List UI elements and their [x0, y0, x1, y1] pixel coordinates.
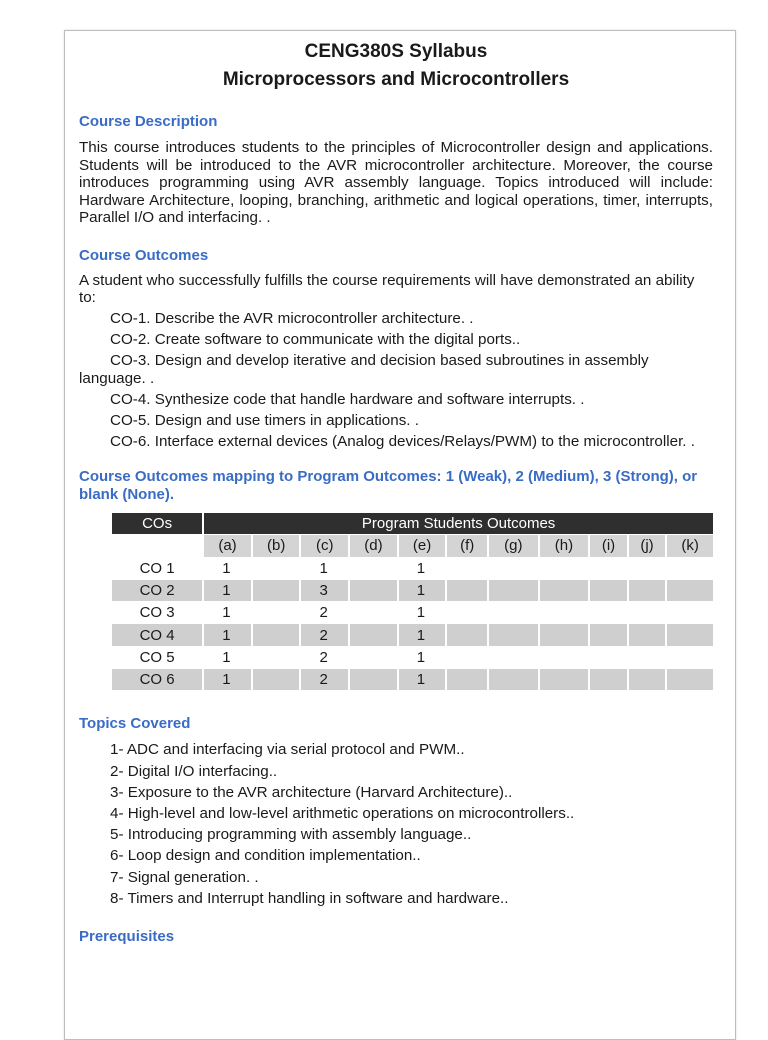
table-cell: 2	[300, 669, 349, 691]
table-cell	[539, 669, 590, 691]
table-cell	[539, 579, 590, 601]
table-cell: 1	[300, 557, 349, 579]
table-cell	[589, 579, 628, 601]
outcome-col-k: (k)	[666, 535, 713, 557]
table-cell	[539, 624, 590, 646]
table-cell: 1	[203, 579, 252, 601]
table-cell	[252, 557, 301, 579]
document-page	[64, 30, 736, 1040]
table-cell	[589, 624, 628, 646]
topic-item: 8- Timers and Interrupt handling in software and hardware..	[110, 889, 509, 907]
table-cell	[628, 557, 667, 579]
table-cell	[252, 602, 301, 624]
course-outcome-item: CO-6. Interface external devices (Analog devices/Relays/PWM) to the microcontroller. .	[110, 432, 695, 450]
mapping-heading: Course Outcomes mapping to Program Outcomes: 1 (Weak), 2 (Medium), 3 (Strong), or blank (None).	[79, 468, 698, 503]
table-cell	[446, 557, 488, 579]
table-cell	[628, 646, 667, 668]
table-cell	[488, 669, 539, 691]
table-cell	[446, 624, 488, 646]
table-cell	[628, 669, 667, 691]
table-cell	[628, 624, 667, 646]
topic-item: 7- Signal generation. .	[110, 868, 259, 886]
table-cell	[446, 602, 488, 624]
table-cell	[488, 646, 539, 668]
header-blank	[112, 535, 203, 557]
document-subtitle: Microprocessors and Microcontrollers	[222, 69, 570, 90]
table-cell	[349, 579, 398, 601]
outcomes-mapping-table	[112, 513, 713, 691]
table-cell: 1	[398, 602, 447, 624]
row-label: CO 2	[112, 579, 203, 601]
course-description-text: This course introduces students to the principles of Microcontroller design and applications. Students will be introduced to the AVR microcontroller architecture. Moreover, the course introduces programming using AVR assembly language. Topics introduced will include: Hardware Architecture, looping, branching, arithmetic and logical operations, timer, interrupts, Parallel I/O and interfacing. .	[79, 139, 713, 226]
row-label: CO 6	[112, 669, 203, 691]
header-cos: COs	[112, 513, 203, 535]
table-cell	[488, 624, 539, 646]
table-cell: 1	[398, 646, 447, 668]
table-row	[112, 646, 713, 668]
row-label: CO 4	[112, 624, 203, 646]
document-content	[79, 31, 713, 946]
document-title: CENG380S Syllabus	[304, 41, 488, 62]
table-cell	[488, 579, 539, 601]
table-cell	[589, 602, 628, 624]
course-outcome-item: CO-3. Design and develop iterative and decision based subroutines in assembly language. .	[79, 352, 649, 387]
table-cell: 1	[203, 624, 252, 646]
outcome-col-g: (g)	[488, 535, 539, 557]
table-cell	[252, 669, 301, 691]
table-cell	[589, 557, 628, 579]
course-outcome-item: CO-5. Design and use timers in applications. .	[110, 411, 419, 429]
table-cell	[589, 669, 628, 691]
header-program-outcomes: Program Students Outcomes	[203, 513, 713, 535]
course-outcomes-heading: Course Outcomes	[79, 246, 209, 264]
topic-item: 5- Introducing programming with assembly language..	[110, 826, 472, 844]
table-cell	[666, 624, 713, 646]
outcome-col-j: (j)	[628, 535, 667, 557]
outcome-col-c: (c)	[300, 535, 349, 557]
table-cell: 2	[300, 624, 349, 646]
table-row	[112, 669, 713, 691]
table-row	[112, 602, 713, 624]
table-cell	[349, 557, 398, 579]
course-outcome-item: CO-2. Create software to communicate with the digital ports..	[110, 331, 521, 348]
table-cell: 1	[398, 669, 447, 691]
table-cell: 1	[398, 557, 447, 579]
table-cell	[666, 646, 713, 668]
table-cell: 1	[203, 646, 252, 668]
table-cell	[488, 557, 539, 579]
topic-item: 1- ADC and interfacing via serial protocol and PWM..	[110, 741, 465, 759]
table-cell: 3	[300, 579, 349, 601]
table-cell	[349, 646, 398, 668]
table-cell	[539, 557, 590, 579]
table-cell: 1	[398, 579, 447, 601]
table-cell	[666, 557, 713, 579]
table-cell	[666, 602, 713, 624]
table-cell	[539, 646, 590, 668]
table-cell	[446, 646, 488, 668]
table-cell: 1	[203, 669, 252, 691]
course-outcomes-list	[79, 310, 713, 450]
table-cell: 2	[300, 602, 349, 624]
table-cell	[252, 646, 301, 668]
table-cell	[252, 579, 301, 601]
table-cell	[446, 579, 488, 601]
table-cell	[539, 602, 590, 624]
row-label: CO 1	[112, 557, 203, 579]
course-outcomes-intro: A student who successfully fulfills the course requirements will have demonstrated an ability to:	[79, 271, 695, 306]
topic-item: 2- Digital I/O interfacing..	[110, 762, 278, 780]
course-outcome-item: CO-1. Describe the AVR microcontroller architecture. .	[110, 310, 474, 327]
table-cell: 1	[203, 602, 252, 624]
table-cell: 1	[203, 557, 252, 579]
outcome-col-h: (h)	[539, 535, 590, 557]
table-cell	[589, 646, 628, 668]
course-outcome-item: CO-4. Synthesize code that handle hardware and software interrupts. .	[110, 390, 585, 408]
table-cell	[488, 602, 539, 624]
table-cell	[666, 669, 713, 691]
topic-item: 3- Exposure to the AVR architecture (Harvard Architecture)..	[110, 783, 513, 801]
table-cell	[349, 602, 398, 624]
table-cell	[349, 624, 398, 646]
topic-item: 4- High-level and low-level arithmetic operations on microcontrollers..	[110, 804, 575, 822]
outcome-col-f: (f)	[446, 535, 488, 557]
table-cell: 2	[300, 646, 349, 668]
topic-item: 6- Loop design and condition implementation..	[110, 847, 421, 865]
table-cell: 1	[398, 624, 447, 646]
table-cell	[628, 579, 667, 601]
table-row	[112, 624, 713, 646]
outcome-col-e: (e)	[398, 535, 447, 557]
table-row	[112, 557, 713, 579]
table-cell	[666, 579, 713, 601]
table-row	[112, 579, 713, 601]
topics-list	[79, 741, 713, 907]
table-cell	[349, 669, 398, 691]
outcome-col-d: (d)	[349, 535, 398, 557]
course-description-heading: Course Description	[79, 113, 218, 130]
topics-heading: Topics Covered	[79, 715, 191, 733]
outcome-col-a: (a)	[203, 535, 252, 557]
table-cell	[446, 669, 488, 691]
outcome-col-i: (i)	[589, 535, 628, 557]
row-label: CO 3	[112, 602, 203, 624]
table-cell	[628, 602, 667, 624]
table-cell	[252, 624, 301, 646]
row-label: CO 5	[112, 646, 203, 668]
outcome-col-b: (b)	[252, 535, 301, 557]
prerequisites-heading: Prerequisites	[79, 928, 175, 946]
